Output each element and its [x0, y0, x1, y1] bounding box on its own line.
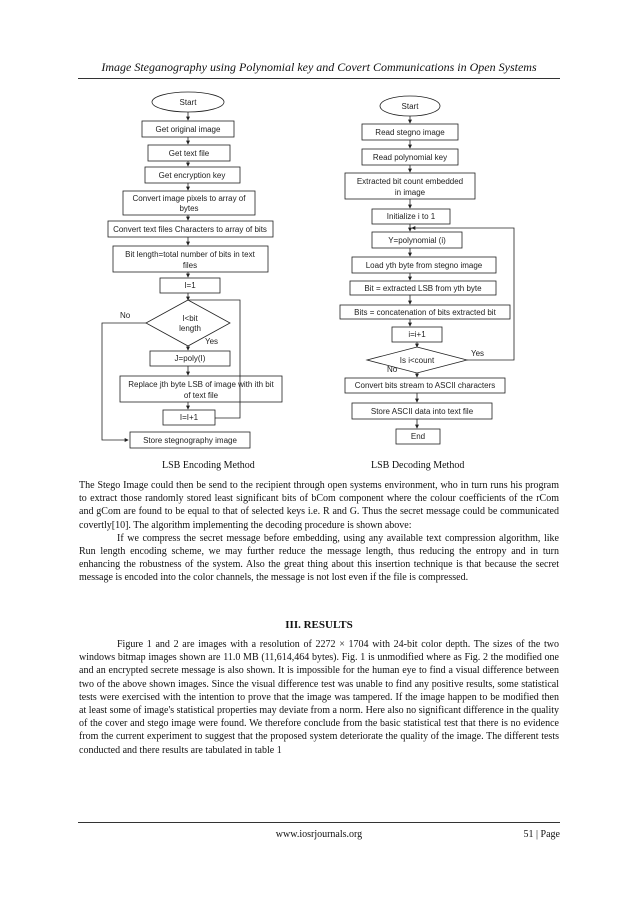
dec-convert-label: Convert bits stream to ASCII characters [354, 381, 496, 390]
enc-bit-length-label-2: files [182, 261, 198, 270]
dec-extract-label-2: in image [394, 188, 426, 197]
footer-rule [78, 822, 560, 823]
dec-bit-label: Bit = extracted LSB from yth byte [364, 284, 482, 293]
enc-store-label: Store stegnography image [143, 436, 237, 445]
dec-end-label: End [410, 432, 426, 441]
paragraph-1: The Stego Image could then be send to the recipient through open systems environment, who in turn runs his program to extract those randomly stored least significant bits of bCom component where the colour coefficients of the rCom and gCom are found to be equal to that of selected keys i.e. R and G. Thus the secret message could be communicated covertly[10]. The algorithm implementing the decoding procedure is shown above: [79, 480, 559, 531]
enc-get-image-label: Get original image [155, 125, 221, 134]
dec-increment-label: i=i+1 [408, 330, 426, 339]
enc-decision-label-2: length [179, 324, 201, 333]
paragraph-3: Figure 1 and 2 are images with a resolution of 2272 × 1704 with 24-bit color depth. The sizes of the two windows bitmap images shown are 11.0 MB (11,614,464 bytes). Fig. 1 is unmodified where as Fig. 2 the modified one and an encrypted secrete message is also shown. It is impossible for the human eye to find a visual difference between two of the above shown images. Since the visual difference test was unable to find any positive results, some statistical tests were exercised with the intention to prove that the image was tampered. If the image happen to be modified then at least some of image's statistical properties may deviate from a norm. Here also no significant difference in the quality of the cover and stego image were found. We therefore conclude from the basic statistical test that there is no evidence from the current experiment to suggest that the proposed system deteriorate the quality of the image. The different tests conducted and there results are tabulated in table 1 [79, 639, 559, 756]
enc-j-poly-label: J=poly(I) [174, 354, 206, 363]
dec-decision-label: Is i<count [399, 356, 435, 365]
enc-replace-label-1: Replace jth byte LSB of image with ith bit [128, 380, 274, 389]
dec-start-label: Start [401, 102, 419, 111]
enc-i-init-label: I=1 [184, 281, 196, 290]
results-body [79, 638, 559, 757]
dec-extract-label-1: Extracted bit count embedded [356, 177, 464, 186]
body-paragraphs [79, 479, 559, 585]
dec-store-label: Store ASCII data into text file [370, 407, 474, 416]
enc-replace-label-2: of text file [183, 391, 219, 400]
dec-read-key-label: Read polynomial key [372, 153, 448, 162]
enc-get-key-label: Get encryption key [158, 171, 226, 180]
page-number: 51 | Page [523, 829, 560, 840]
section-heading: III. RESULTS [285, 619, 353, 631]
dec-yes-label: Yes [471, 349, 485, 358]
dec-no-label: No [387, 365, 398, 374]
running-header: Image Steganography using Polynomial key and Covert Communications in Open Systems [101, 60, 537, 74]
paragraph-2: If we compress the secret message before embedding, using any available text compression algorithm, like Run length encoding scheme, we may further reduce the message length, thus reducing the entropy and in turn enhancing the robustness of the system. Also the great thing about this insertion technique is that because the secret message is encoded into the color channels, the message is not lost even if the file is compressed. [79, 532, 559, 584]
decoding-caption: LSB Decoding Method [371, 460, 465, 471]
enc-convert-text-label: Convert text files Characters to array of bits [113, 225, 267, 234]
footer-url: www.iosrjournals.org [275, 829, 363, 840]
encoding-flowchart [102, 92, 282, 448]
enc-decision-label-1: I<bit [182, 314, 198, 323]
dec-read-image-label: Read stegno image [375, 128, 445, 137]
enc-no-label: No [120, 311, 131, 320]
enc-convert-pixels-label-2: bytes [179, 204, 199, 213]
dec-init-label: Initialize i to 1 [386, 212, 436, 221]
encoding-caption: LSB Encoding Method [162, 460, 255, 471]
enc-bit-length-label-1: Bit length=total number of bits in text [125, 250, 255, 259]
dec-bits-label: Bits = concatenation of bits extracted bit [354, 308, 496, 317]
enc-start-label: Start [179, 98, 197, 107]
decoding-flowchart [340, 96, 514, 444]
dec-poly-label: Y=polynomial (i) [388, 236, 446, 245]
enc-get-text-label: Get text file [168, 149, 210, 158]
dec-load-label: Load yth byte from stegno image [365, 261, 483, 270]
enc-increment-label: I=I+1 [179, 413, 199, 422]
enc-yes-label: Yes [205, 337, 219, 346]
enc-convert-pixels-label-1: Convert image pixels to array of [132, 194, 246, 203]
